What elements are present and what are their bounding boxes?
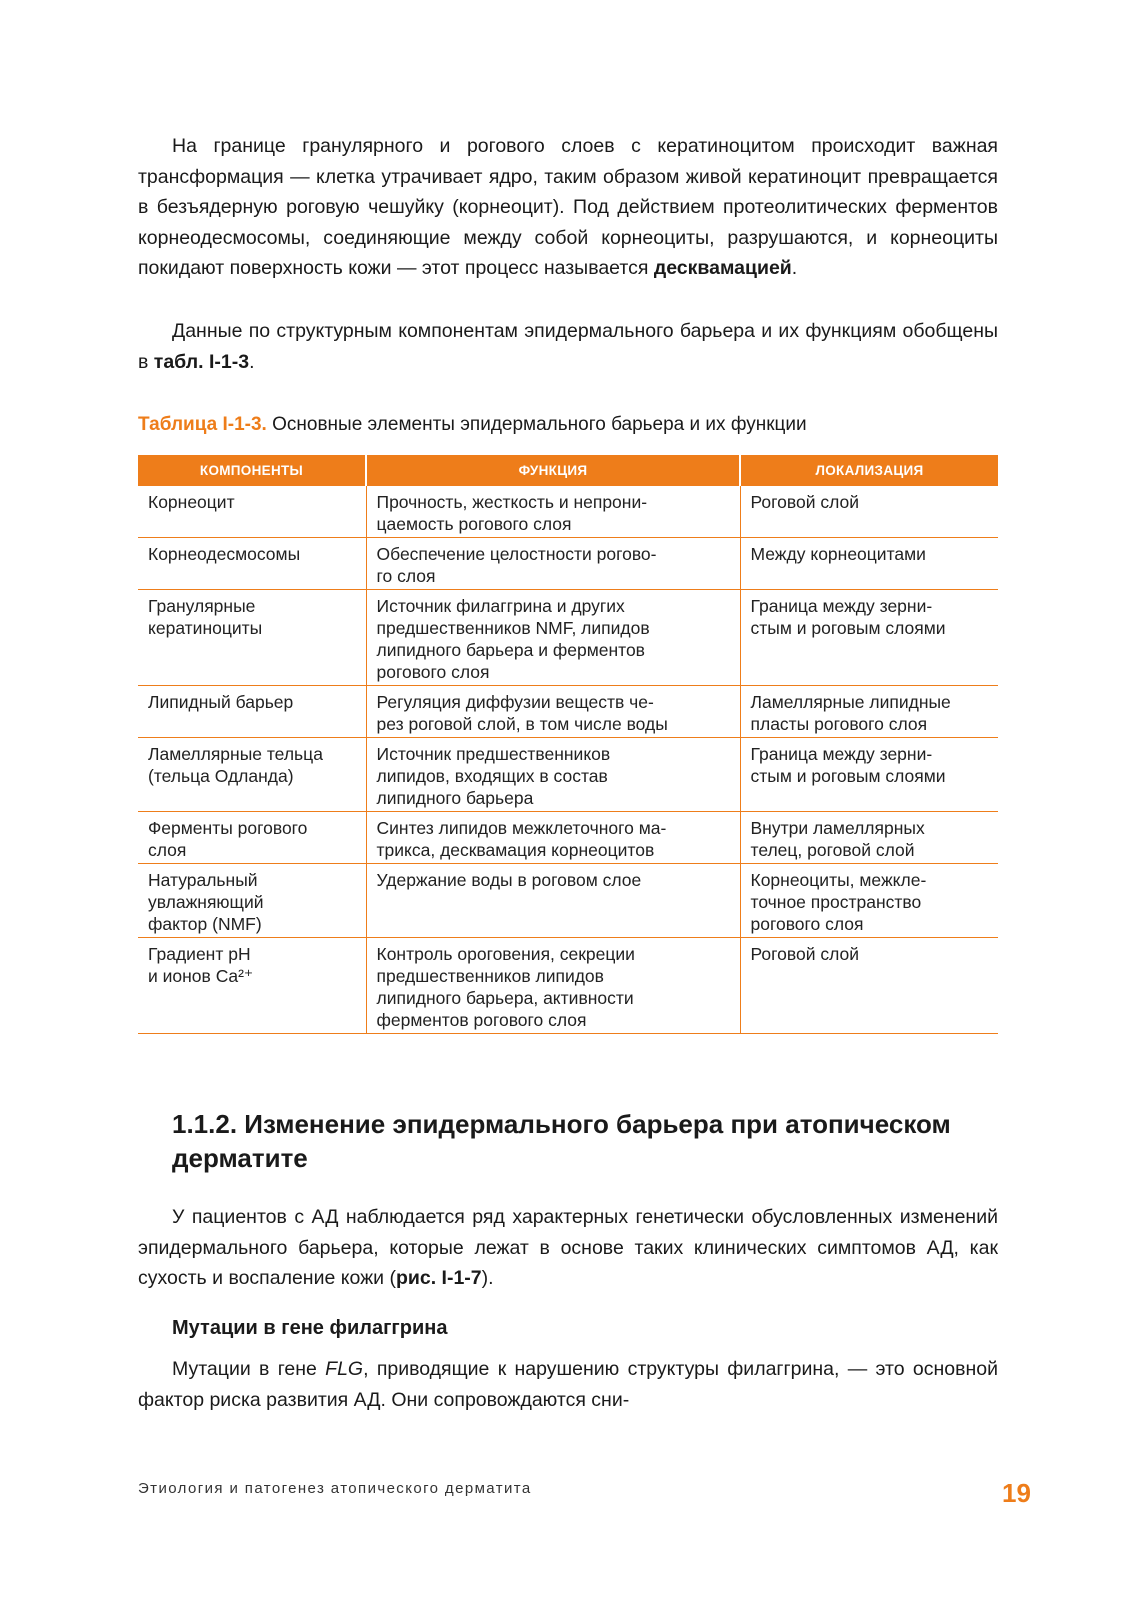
table-row: [138, 590, 998, 686]
table-cell-component: Градиент pH и ионов Ca²⁺: [138, 938, 366, 1034]
paragraph-2-text: Данные по структурным компонентам эпидермального барьера и их функциям обобщены в: [138, 320, 998, 373]
paragraph-4-text: , приводящие к нарушению структуры филаггрина, — это основной фактор риска развития АД. Они сопровождаются сни-: [138, 1358, 998, 1411]
table-cell-function: Удержание воды в роговом слое: [366, 864, 740, 938]
table-row: [138, 486, 998, 538]
paragraph-1-bold: десквамацией: [653, 257, 792, 279]
table-cell-component: Натуральный увлажняющий фактор (NMF): [138, 864, 366, 938]
table-cell-function: Синтез липидов межклеточного ма- трикса, десквамация корнеоцитов: [366, 812, 740, 864]
table-reference: табл. I-1-3: [153, 350, 250, 373]
table-cell-function: Контроль ороговения, секреции предшественников липидов липидного барьера, активности ферментов рогового слоя: [366, 938, 740, 1034]
table-cell-function: Источник предшественников липидов, входящих в состав липидного барьера: [366, 738, 740, 812]
paragraph-4-start: Мутации в гене: [172, 1358, 326, 1380]
section-heading: 1.1.2. Изменение эпидермального барьера при атопическом дерматите: [172, 1109, 951, 1173]
table-row: [138, 864, 998, 938]
subheading: Мутации в гене филаггрина: [172, 1317, 448, 1339]
table-cell-component: Липидный барьер: [138, 686, 366, 738]
table-cell-component: Корнеоцит: [138, 486, 366, 538]
paragraph-3-text: У пациентов с АД наблюдается ряд характерных генетически обусловленных изменений эпидермального барьера, которые лежат в основе таких клинических симптомов АД, как сухость и воспаление кожи (: [138, 1206, 998, 1289]
header-function: ФУНКЦИЯ: [366, 455, 740, 486]
table-cell-component: Гранулярные кератиноциты: [138, 590, 366, 686]
paragraph-1: [138, 131, 998, 284]
table-cell-localization: Между корнеоцитами: [740, 538, 998, 590]
table-cell-component: Ламеллярные тельца (тельца Одланда): [138, 738, 366, 812]
header-localization: ЛОКАЛИЗАЦИЯ: [740, 455, 998, 486]
paragraph-4: [138, 1354, 998, 1415]
table-row: [138, 938, 998, 1034]
page-number: 19: [1002, 1478, 1031, 1508]
table-body: [138, 486, 998, 1034]
table-cell-component: Корнеодесмосомы: [138, 538, 366, 590]
table-cell-localization: Ламеллярные липидные пласты рогового слоя: [740, 686, 998, 738]
table-cell-localization: Корнеоциты, межкле- точное пространство рогового слоя: [740, 864, 998, 938]
table-cell-localization: Роговой слой: [740, 938, 998, 1034]
table-row: [138, 538, 998, 590]
paragraph-2-end: .: [249, 350, 255, 373]
table-cell-localization: Внутри ламеллярных телец, роговой слой: [740, 812, 998, 864]
table-cell-function: Регуляция диффузии веществ че- рез роговой слой, в том числе воды: [366, 686, 740, 738]
paragraph-3: [138, 1202, 998, 1294]
running-title: Этиология и патогенез атопического дерматита: [138, 1480, 532, 1497]
table-caption-label: Таблица I-1-3.: [138, 414, 267, 435]
table-row: [138, 812, 998, 864]
barrier-table: [138, 455, 998, 1034]
figure-reference: рис. I-1-7: [395, 1267, 482, 1289]
paragraph-1-text: На границе гранулярного и рогового слоев с кератиноцитом происходит важная трансформация — клетка утрачивает ядро, таким образом живой кератиноцит превращается в безъядерную роговую чешуйку (корнеоцит). Под действием протеолитических ферментов корнеодесмосомы, соединяющие между собой корнеоциты, разрушаются, и корнеоциты покидают поверхность кожи — этот процесс называется: [138, 135, 998, 279]
table-cell-localization: Граница между зерни- стым и роговым слоями: [740, 590, 998, 686]
table-caption: [138, 414, 807, 436]
table-cell-component: Ферменты рогового слоя: [138, 812, 366, 864]
table-row: [138, 738, 998, 812]
header-components: КОМПОНЕНТЫ: [138, 455, 366, 486]
table-cell-function: Прочность, жесткость и непрони- цаемость рогового слоя: [366, 486, 740, 538]
paragraph-3-end: ).: [481, 1267, 494, 1289]
table-caption-text: Основные элементы эпидермального барьера и их функции: [266, 414, 807, 435]
paragraph-2: [138, 316, 998, 377]
table-cell-function: Источник филаггрина и других предшественников NMF, липидов липидного барьера и ферментов рогового слоя: [366, 590, 740, 686]
table-cell-localization: Граница между зерни- стым и роговым слоями: [740, 738, 998, 812]
table-header-row: [138, 455, 998, 486]
gene-name: FLG: [325, 1358, 364, 1380]
table-cell-function: Обеспечение целостности рогово- го слоя: [366, 538, 740, 590]
paragraph-1-end: .: [791, 257, 798, 279]
table-row: [138, 686, 998, 738]
table-cell-localization: Роговой слой: [740, 486, 998, 538]
